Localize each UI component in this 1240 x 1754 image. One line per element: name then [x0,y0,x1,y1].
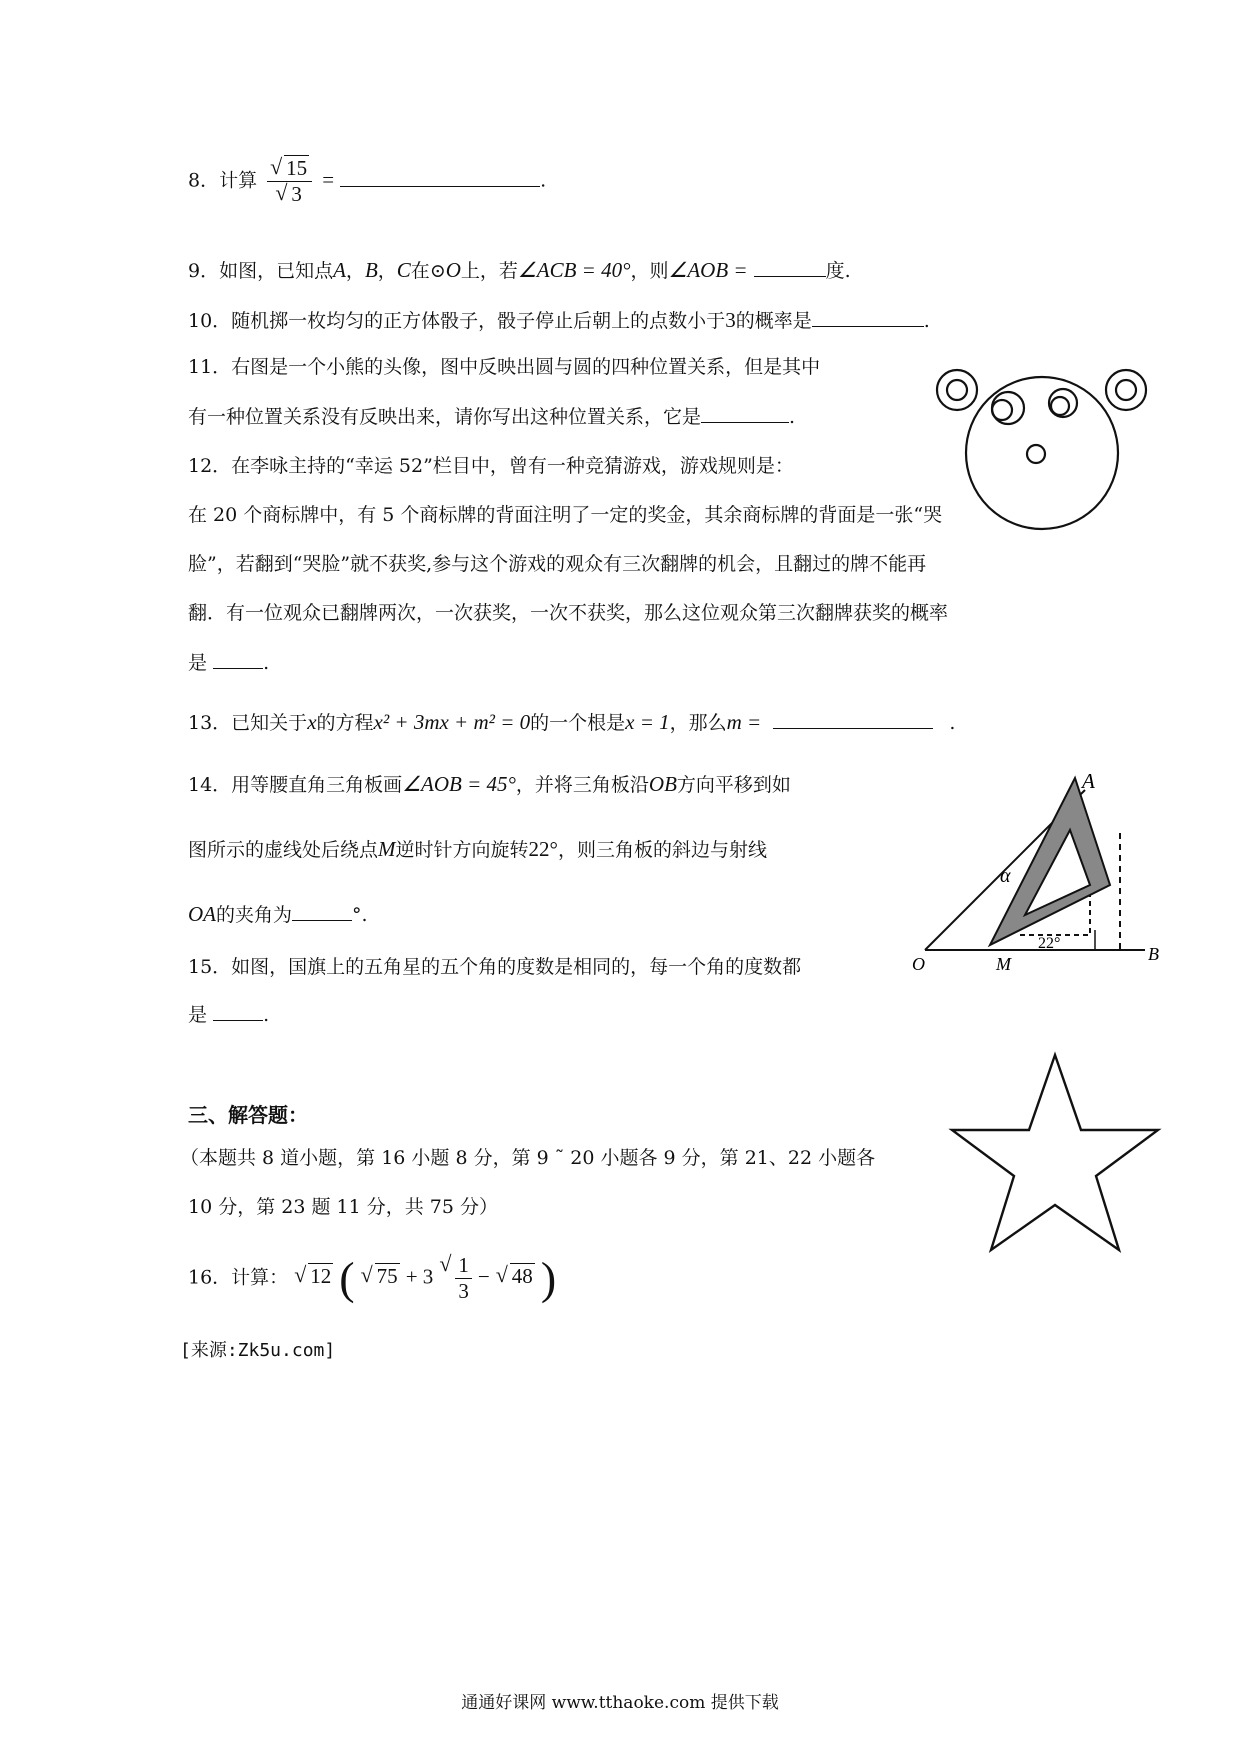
answer-blank[interactable] [754,275,826,277]
five-pointed-star-figure [940,1050,1170,1260]
label-alpha: α [1000,865,1011,887]
section-3-description-2: 10 分，第 23 题 11 分，共 75 分） [188,1196,498,1218]
bear-head-figure [930,360,1150,540]
question-14-line-3: OA的夹角为 °. [188,902,368,926]
triangle-ruler-figure [900,770,1160,980]
question-11-line-2: 有一种位置关系没有反映出来，请你写出这种位置关系，它是 . [188,406,796,428]
section-3-title: 三、解答题： [188,1103,308,1127]
label-b: B [1148,944,1159,964]
question-8: 8．计算 √ 15 √ 3 = . [188,158,546,205]
question-15-line-2: 是 . [188,1004,270,1026]
answer-blank[interactable] [701,421,789,423]
fraction: √ 15 √ 3 [267,158,312,205]
label-m: M [996,954,1011,974]
question-12-line-5: 是 . [188,652,270,674]
question-11-line-1: 11．右图是一个小熊的头像，图中反映出圆与圆的四种位置关系，但是其中 [188,356,821,378]
label-o: O [912,954,925,974]
question-15-line-1: 15．如图，国旗上的五角星的五个角的度数是相同的，每一个角的度数都 [188,956,802,978]
label-a: A [1082,770,1095,793]
question-16: 16．计算： √ 12 ( √ 75 + 3 √ $\frac{1}{3}$ − √ 48 ) [188,1255,556,1302]
question-12-line-1: 12．在李咏主持的“幸运 52”栏目中，曾有一种竞猜游戏，游戏规则是： [188,455,794,477]
answer-blank[interactable] [213,667,263,669]
section-3-description-1: （本题共 8 道小题，第 16 小题 8 分，第 9 ˜ 20 小题各 9 分，第 21、22 小题各 [180,1147,876,1169]
answer-blank[interactable] [340,185,540,187]
label-22-deg: 22° [1038,935,1061,952]
question-14-line-2: 图所示的虚线处后绕点M逆时针方向旋转22°，则三角板的斜边与射线 [188,837,767,861]
answer-blank[interactable] [213,1019,263,1021]
question-14-line-1: 14．用等腰直角三角板画∠AOB = 45°，并将三角板沿OB方向平移到如 [188,772,791,796]
question-12-line-4: 翻．有一位观众已翻牌两次，一次获奖，一次不获奖，那么这位观众第三次翻牌获奖的概率 [188,602,949,624]
answer-blank[interactable] [292,919,352,921]
question-9: 9．如图，已知点A，B，C在⊙O上，若∠ACB = 40°，则∠AOB = 度. [188,258,851,282]
footer-text: 通通好课网 www.tthaoke.com 提供下载 [461,1693,779,1713]
question-12-line-3: 脸”，若翻到“哭脸”就不获奖,参与这个游戏的观众有三次翻牌的机会，且翻过的牌不能再 [188,553,927,575]
question-10: 10．随机掷一枚均匀的正方体骰子，骰子停止后朝上的点数小于3的概率是 . [188,308,930,332]
answer-blank[interactable] [812,325,924,327]
source-note: [来源:Zk5u.com] [180,1340,336,1361]
answer-blank[interactable] [773,727,933,729]
question-12-line-2: 在 20 个商标牌中，有 5 个商标牌的背面注明了一定的奖金，其余商标牌的背面是一张“哭 [188,504,943,526]
question-13: 13．已知关于x的方程x² + 3mx + m² = 0的一个根是x = 1，那么m = . [188,710,956,734]
